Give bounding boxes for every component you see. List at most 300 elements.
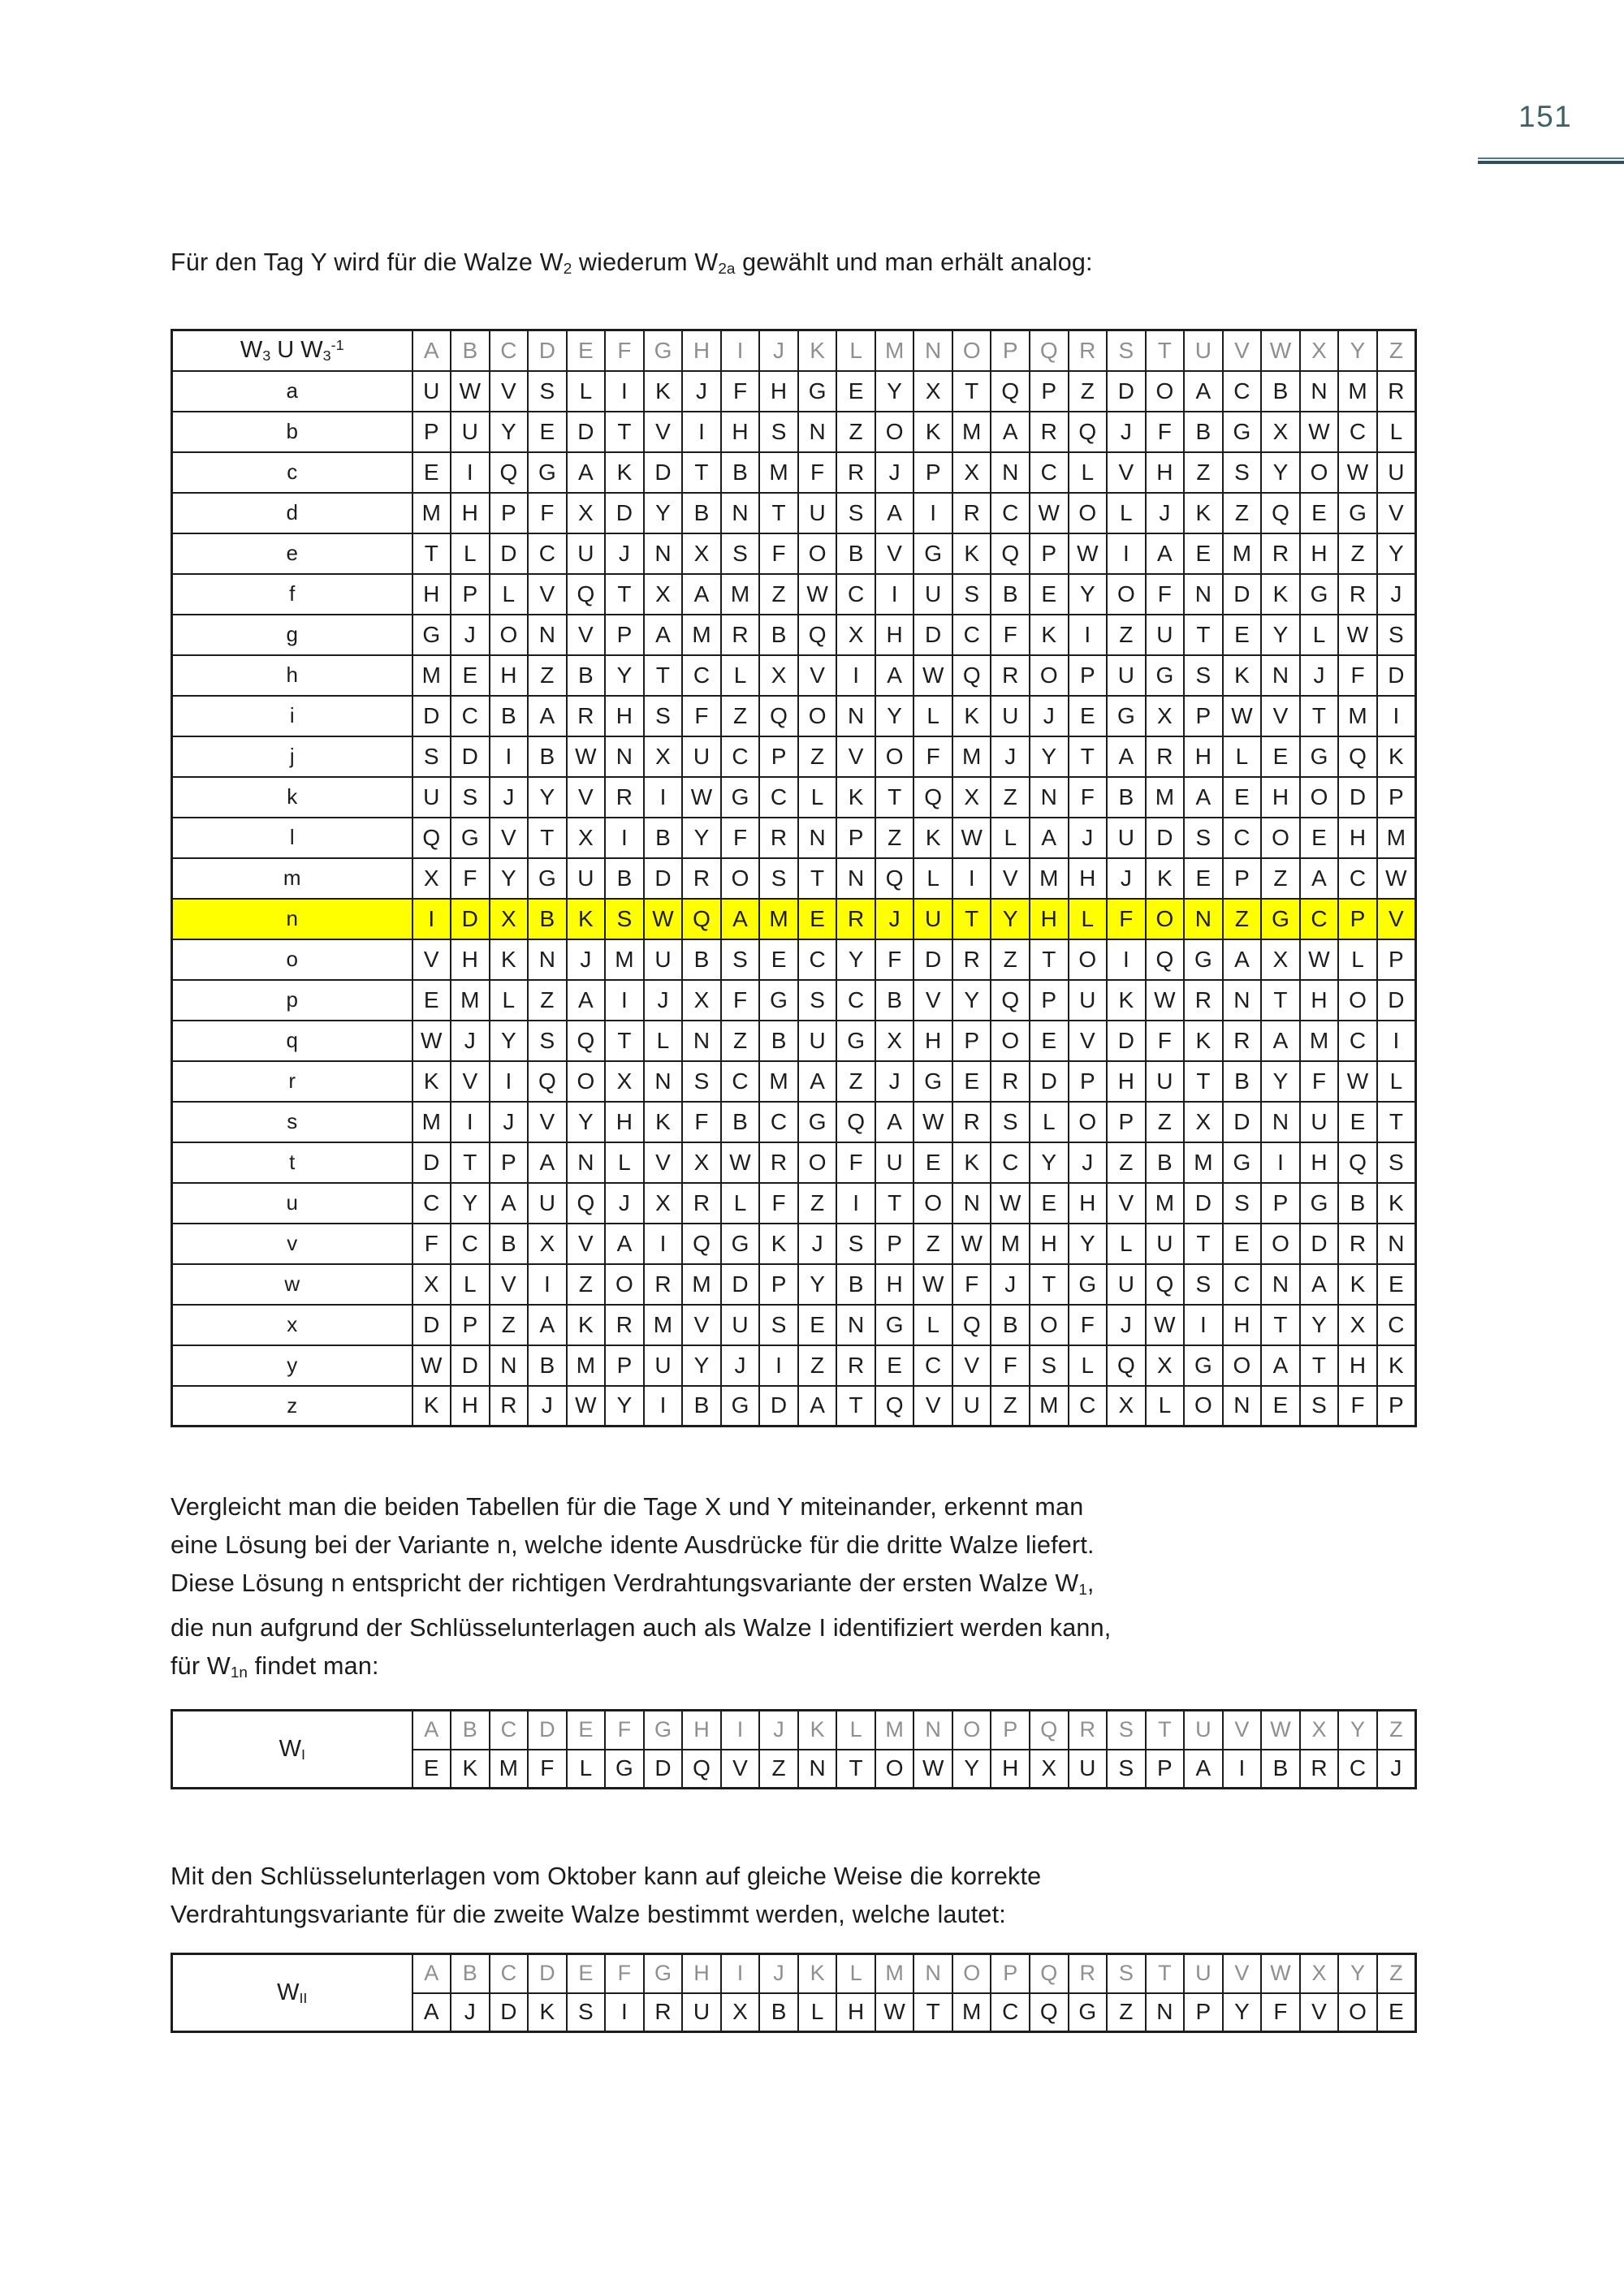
perm-cell-eK: O [798, 533, 837, 574]
perm-cell-aF: I [605, 371, 644, 412]
perm-cell-bF: T [605, 412, 644, 452]
perm-cell-xS: J [1107, 1305, 1146, 1345]
perm-cell-jS: A [1107, 736, 1146, 777]
perm-cell-lH: Y [682, 818, 721, 858]
column-header-W: W [1261, 330, 1300, 371]
perm-cell-yL: R [836, 1345, 875, 1386]
perm-cell-kK: L [798, 777, 837, 818]
row-label-x: x [172, 1305, 412, 1345]
perm-cell-lA: Q [412, 818, 451, 858]
perm-cell-vL: S [836, 1224, 875, 1264]
perm-cell-uF: J [605, 1183, 644, 1224]
perm-cell-fZ: J [1377, 574, 1416, 615]
perm-cell-mT: K [1146, 858, 1185, 899]
perm-cell-rJ: M [759, 1061, 798, 1102]
perm-cell-kH: W [682, 777, 721, 818]
perm-cell-lP: L [991, 818, 1030, 858]
perm-cell-zM: Q [875, 1386, 914, 1427]
row-label-t: t [172, 1142, 412, 1183]
perm-cell-uW: P [1261, 1183, 1300, 1224]
perm-cell-nA: I [412, 899, 451, 939]
perm-cell-pH: X [682, 980, 721, 1021]
perm-cell-vX: D [1300, 1224, 1339, 1264]
perm-cell-yQ: S [1030, 1345, 1069, 1386]
perm-cell-kY: D [1338, 777, 1377, 818]
perm-cell-gS: Z [1107, 615, 1146, 655]
w2-cell-O: M [952, 1993, 991, 2032]
perm-cell-iX: T [1300, 696, 1339, 736]
perm-cell-nI: A [721, 899, 760, 939]
perm-cell-cA: E [412, 452, 451, 493]
perm-cell-lU: S [1184, 818, 1223, 858]
perm-cell-eW: R [1261, 533, 1300, 574]
perm-cell-nK: E [798, 899, 837, 939]
perm-cell-pF: I [605, 980, 644, 1021]
perm-cell-vK: J [798, 1224, 837, 1264]
perm-cell-fE: Q [567, 574, 606, 615]
perm-cell-kC: J [490, 777, 529, 818]
perm-cell-uM: T [875, 1183, 914, 1224]
w2-column-header-E: E [567, 1954, 606, 1993]
perm-cell-vZ: N [1377, 1224, 1416, 1264]
perm-cell-wU: S [1184, 1264, 1223, 1305]
perm-cell-cO: X [952, 452, 991, 493]
perm-cell-kD: Y [528, 777, 567, 818]
perm-cell-fW: K [1261, 574, 1300, 615]
perm-cell-iH: F [682, 696, 721, 736]
perm-cell-nZ: V [1377, 899, 1416, 939]
perm-cell-eO: K [952, 533, 991, 574]
perm-cell-mB: F [451, 858, 490, 899]
perm-cell-zX: S [1300, 1386, 1339, 1427]
perm-cell-lM: Z [875, 818, 914, 858]
perm-cell-qM: X [875, 1021, 914, 1061]
perm-cell-hW: N [1261, 655, 1300, 696]
perm-cell-zU: O [1184, 1386, 1223, 1427]
column-header-X: X [1300, 330, 1339, 371]
perm-cell-yW: A [1261, 1345, 1300, 1386]
perm-cell-oJ: E [759, 939, 798, 980]
perm-cell-sF: H [605, 1102, 644, 1142]
perm-cell-dE: X [567, 493, 606, 533]
perm-cell-tF: L [605, 1142, 644, 1183]
perm-cell-eC: D [490, 533, 529, 574]
perm-cell-gK: Q [798, 615, 837, 655]
perm-cell-jK: Z [798, 736, 837, 777]
w2-cell-K: L [798, 1993, 837, 2032]
perm-cell-vG: I [644, 1224, 683, 1264]
w1-cell-W: B [1261, 1750, 1300, 1789]
perm-cell-aP: Q [991, 371, 1030, 412]
column-header-I: I [721, 330, 760, 371]
perm-cell-vR: Y [1069, 1224, 1108, 1264]
perm-cell-qD: S [528, 1021, 567, 1061]
perm-cell-cJ: M [759, 452, 798, 493]
perm-cell-xY: X [1338, 1305, 1377, 1345]
perm-cell-lB: G [451, 818, 490, 858]
w1-column-header-K: K [798, 1711, 837, 1750]
w1-cell-C: M [490, 1750, 529, 1789]
table-row-h [172, 655, 1416, 696]
paragraph-line [171, 244, 1093, 288]
perm-cell-dW: Q [1261, 493, 1300, 533]
perm-cell-yX: T [1300, 1345, 1339, 1386]
perm-cell-vT: U [1146, 1224, 1185, 1264]
perm-cell-vW: O [1261, 1224, 1300, 1264]
w2-cell-T: N [1146, 1993, 1185, 2032]
perm-cell-iV: W [1223, 696, 1262, 736]
perm-cell-rB: V [451, 1061, 490, 1102]
perm-cell-uL: I [836, 1183, 875, 1224]
perm-cell-aU: A [1184, 371, 1223, 412]
perm-cell-rE: O [567, 1061, 606, 1102]
row-label-h: h [172, 655, 412, 696]
perm-cell-oS: I [1107, 939, 1146, 980]
perm-cell-tO: K [952, 1142, 991, 1183]
perm-cell-bX: W [1300, 412, 1339, 452]
perm-cell-gP: F [991, 615, 1030, 655]
w2-cell-U: P [1184, 1993, 1223, 2032]
perm-cell-jE: W [567, 736, 606, 777]
perm-cell-oD: N [528, 939, 567, 980]
perm-cell-eP: Q [991, 533, 1030, 574]
perm-cell-lC: V [490, 818, 529, 858]
header-rule-thick-line [1478, 161, 1624, 164]
perm-cell-qN: H [914, 1021, 952, 1061]
perm-cell-sM: A [875, 1102, 914, 1142]
perm-cell-rV: B [1223, 1061, 1262, 1102]
perm-cell-xA: D [412, 1305, 451, 1345]
perm-cell-pX: H [1300, 980, 1339, 1021]
perm-cell-fI: M [721, 574, 760, 615]
perm-cell-iL: N [836, 696, 875, 736]
perm-cell-jR: T [1069, 736, 1108, 777]
w2-cell-A: A [412, 1993, 451, 2032]
perm-cell-vA: F [412, 1224, 451, 1264]
w1-cell-A: E [412, 1750, 451, 1789]
perm-cell-aB: W [451, 371, 490, 412]
perm-cell-gW: Y [1261, 615, 1300, 655]
perm-cell-qU: K [1184, 1021, 1223, 1061]
perm-cell-aR: Z [1069, 371, 1108, 412]
perm-cell-jW: E [1261, 736, 1300, 777]
perm-cell-fX: G [1300, 574, 1339, 615]
perm-cell-eZ: Y [1377, 533, 1416, 574]
perm-cell-yB: D [451, 1345, 490, 1386]
perm-cell-yG: U [644, 1345, 683, 1386]
table-row-p [172, 980, 1416, 1021]
perm-cell-sZ: T [1377, 1102, 1416, 1142]
perm-cell-tW: I [1261, 1142, 1300, 1183]
perm-cell-qQ: E [1030, 1021, 1069, 1061]
perm-cell-mV: P [1223, 858, 1262, 899]
perm-cell-mL: N [836, 858, 875, 899]
perm-cell-oO: R [952, 939, 991, 980]
perm-cell-rX: F [1300, 1061, 1339, 1102]
w1-cell-Q: X [1030, 1750, 1069, 1789]
perm-cell-oY: L [1338, 939, 1377, 980]
w1-label [172, 1711, 412, 1789]
perm-cell-fT: F [1146, 574, 1185, 615]
w1-column-header-U: U [1184, 1711, 1223, 1750]
perm-cell-gE: V [567, 615, 606, 655]
perm-cell-jU: H [1184, 736, 1223, 777]
perm-cell-aH: J [682, 371, 721, 412]
perm-cell-wP: J [991, 1264, 1030, 1305]
column-header-A: A [412, 330, 451, 371]
perm-cell-xL: N [836, 1305, 875, 1345]
perm-cell-lF: I [605, 818, 644, 858]
w2-column-header-G: G [644, 1954, 683, 1993]
perm-cell-zO: U [952, 1386, 991, 1427]
perm-cell-aT: O [1146, 371, 1185, 412]
perm-cell-pJ: G [759, 980, 798, 1021]
w2-cell-J: B [759, 1993, 798, 2032]
column-header-R: R [1069, 330, 1108, 371]
w1-cell-P: H [991, 1750, 1030, 1789]
perm-cell-hS: U [1107, 655, 1146, 696]
perm-cell-fG: X [644, 574, 683, 615]
row-label-c: c [172, 452, 412, 493]
perm-cell-fS: O [1107, 574, 1146, 615]
perm-cell-xT: W [1146, 1305, 1185, 1345]
perm-cell-xH: V [682, 1305, 721, 1345]
perm-cell-bM: O [875, 412, 914, 452]
perm-cell-sX: U [1300, 1102, 1339, 1142]
perm-cell-yJ: I [759, 1345, 798, 1386]
perm-cell-pV: N [1223, 980, 1262, 1021]
text-sub: 1n [230, 1664, 248, 1682]
table-row-l [172, 818, 1416, 858]
perm-cell-cE: A [567, 452, 606, 493]
perm-cell-nB: D [451, 899, 490, 939]
perm-cell-zN: V [914, 1386, 952, 1427]
perm-cell-uQ: E [1030, 1183, 1069, 1224]
perm-cell-pA: E [412, 980, 451, 1021]
perm-cell-sE: Y [567, 1102, 606, 1142]
perm-cell-tM: U [875, 1142, 914, 1183]
perm-cell-nV: Z [1223, 899, 1262, 939]
perm-cell-qS: D [1107, 1021, 1146, 1061]
perm-cell-tK: O [798, 1142, 837, 1183]
w1-column-header-O: O [952, 1711, 991, 1750]
big-table-title [172, 330, 412, 371]
perm-cell-mG: D [644, 858, 683, 899]
perm-cell-fQ: E [1030, 574, 1069, 615]
perm-cell-cP: N [991, 452, 1030, 493]
perm-cell-tJ: R [759, 1142, 798, 1183]
perm-cell-eS: I [1107, 533, 1146, 574]
perm-cell-bI: H [721, 412, 760, 452]
perm-cell-sU: X [1184, 1102, 1223, 1142]
perm-cell-zI: G [721, 1386, 760, 1427]
perm-cell-fM: I [875, 574, 914, 615]
perm-cell-oF: M [605, 939, 644, 980]
perm-cell-kL: K [836, 777, 875, 818]
perm-cell-jC: I [490, 736, 529, 777]
perm-cell-vQ: H [1030, 1224, 1069, 1264]
perm-cell-wD: I [528, 1264, 567, 1305]
perm-cell-iY: M [1338, 696, 1377, 736]
perm-cell-wY: K [1338, 1264, 1377, 1305]
perm-cell-aX: N [1300, 371, 1339, 412]
perm-cell-jH: U [682, 736, 721, 777]
w1-cell-U: A [1184, 1750, 1223, 1789]
perm-cell-rN: G [914, 1061, 952, 1102]
perm-cell-bT: F [1146, 412, 1185, 452]
perm-cell-vV: E [1223, 1224, 1262, 1264]
perm-cell-qZ: I [1377, 1021, 1416, 1061]
perm-cell-zY: F [1338, 1386, 1377, 1427]
perm-cell-sJ: C [759, 1102, 798, 1142]
perm-cell-zL: T [836, 1386, 875, 1427]
perm-cell-kJ: C [759, 777, 798, 818]
perm-cell-bU: B [1184, 412, 1223, 452]
perm-cell-fP: B [991, 574, 1030, 615]
table-row-q [172, 1021, 1416, 1061]
text-sub: II [299, 1989, 308, 2006]
perm-cell-oX: W [1300, 939, 1339, 980]
perm-cell-uI: L [721, 1183, 760, 1224]
perm-cell-gX: L [1300, 615, 1339, 655]
perm-cell-lO: W [952, 818, 991, 858]
perm-cell-iP: U [991, 696, 1030, 736]
w1-column-header-M: M [875, 1711, 914, 1750]
perm-cell-bG: V [644, 412, 683, 452]
w2-column-header-M: M [875, 1954, 914, 1993]
perm-cell-kU: A [1184, 777, 1223, 818]
column-header-P: P [991, 330, 1030, 371]
perm-cell-pC: L [490, 980, 529, 1021]
w1-cell-N: W [914, 1750, 952, 1789]
w1-column-header-Z: Z [1377, 1711, 1416, 1750]
perm-cell-bS: J [1107, 412, 1146, 452]
perm-cell-pI: F [721, 980, 760, 1021]
perm-cell-aI: F [721, 371, 760, 412]
perm-cell-hC: H [490, 655, 529, 696]
perm-cell-vO: W [952, 1224, 991, 1264]
perm-cell-bJ: S [759, 412, 798, 452]
perm-cell-aM: Y [875, 371, 914, 412]
perm-cell-pQ: P [1030, 980, 1069, 1021]
w2-cell-I: X [721, 1993, 760, 2032]
w2-column-header-H: H [682, 1954, 721, 1993]
perm-cell-zE: W [567, 1386, 606, 1427]
perm-cell-qX: M [1300, 1021, 1339, 1061]
perm-cell-mM: Q [875, 858, 914, 899]
table-row-g [172, 615, 1416, 655]
perm-cell-wO: F [952, 1264, 991, 1305]
perm-cell-lZ: M [1377, 818, 1416, 858]
w1-cell-F: G [605, 1750, 644, 1789]
perm-cell-yN: C [914, 1345, 952, 1386]
perm-cell-nH: Q [682, 899, 721, 939]
perm-cell-oI: S [721, 939, 760, 980]
perm-cell-nJ: M [759, 899, 798, 939]
w2-column-header-U: U [1184, 1954, 1223, 1993]
perm-cell-mY: C [1338, 858, 1377, 899]
w3-permutation-table [171, 329, 1417, 1427]
perm-cell-iF: H [605, 696, 644, 736]
perm-cell-nD: B [528, 899, 567, 939]
table-row-d [172, 493, 1416, 533]
perm-cell-bE: D [567, 412, 606, 452]
row-label-e: e [172, 533, 412, 574]
perm-cell-wJ: P [759, 1264, 798, 1305]
text-run: für W [171, 1652, 231, 1681]
column-header-K: K [798, 330, 837, 371]
perm-cell-pL: C [836, 980, 875, 1021]
perm-cell-oN: D [914, 939, 952, 980]
perm-cell-kB: S [451, 777, 490, 818]
perm-cell-pD: Z [528, 980, 567, 1021]
row-label-w: w [172, 1264, 412, 1305]
perm-cell-gB: J [451, 615, 490, 655]
perm-cell-mN: L [914, 858, 952, 899]
perm-cell-aW: B [1261, 371, 1300, 412]
w1-column-header-G: G [644, 1711, 683, 1750]
perm-cell-dU: K [1184, 493, 1223, 533]
perm-cell-uA: C [412, 1183, 451, 1224]
perm-cell-rH: S [682, 1061, 721, 1102]
perm-cell-hA: M [412, 655, 451, 696]
perm-cell-eN: G [914, 533, 952, 574]
row-label-a: a [172, 371, 412, 412]
w2-cell-V: Y [1223, 1993, 1262, 2032]
perm-cell-fN: U [914, 574, 952, 615]
perm-cell-iB: C [451, 696, 490, 736]
perm-cell-oC: K [490, 939, 529, 980]
perm-cell-xJ: S [759, 1305, 798, 1345]
perm-cell-fY: R [1338, 574, 1377, 615]
perm-cell-yM: E [875, 1345, 914, 1386]
perm-cell-eT: A [1146, 533, 1185, 574]
perm-cell-hN: W [914, 655, 952, 696]
w2-cell-R: G [1069, 1993, 1108, 2032]
table-row-f [172, 574, 1416, 615]
perm-cell-gL: X [836, 615, 875, 655]
text-sub: 3 [322, 347, 331, 364]
perm-cell-uH: R [682, 1183, 721, 1224]
perm-cell-eH: X [682, 533, 721, 574]
perm-cell-iG: S [644, 696, 683, 736]
perm-cell-lL: P [836, 818, 875, 858]
perm-cell-jX: G [1300, 736, 1339, 777]
perm-cell-gA: G [412, 615, 451, 655]
perm-cell-nG: W [644, 899, 683, 939]
perm-cell-oU: G [1184, 939, 1223, 980]
perm-cell-eE: U [567, 533, 606, 574]
perm-cell-jP: J [991, 736, 1030, 777]
perm-cell-eQ: P [1030, 533, 1069, 574]
perm-cell-eL: B [836, 533, 875, 574]
w2-column-header-J: J [759, 1954, 798, 1993]
perm-cell-tE: N [567, 1142, 606, 1183]
perm-cell-uP: W [991, 1183, 1030, 1224]
table-row-m [172, 858, 1416, 899]
perm-cell-dF: D [605, 493, 644, 533]
paragraph-line [171, 1609, 1111, 1647]
perm-cell-xI: U [721, 1305, 760, 1345]
perm-cell-yA: W [412, 1345, 451, 1386]
perm-cell-jO: M [952, 736, 991, 777]
w1-column-header-N: N [914, 1711, 952, 1750]
w2-cell-P: C [991, 1993, 1030, 2032]
perm-cell-gT: U [1146, 615, 1185, 655]
row-label-n: n [172, 899, 412, 939]
perm-cell-tR: J [1069, 1142, 1108, 1183]
w1-cell-M: O [875, 1750, 914, 1789]
